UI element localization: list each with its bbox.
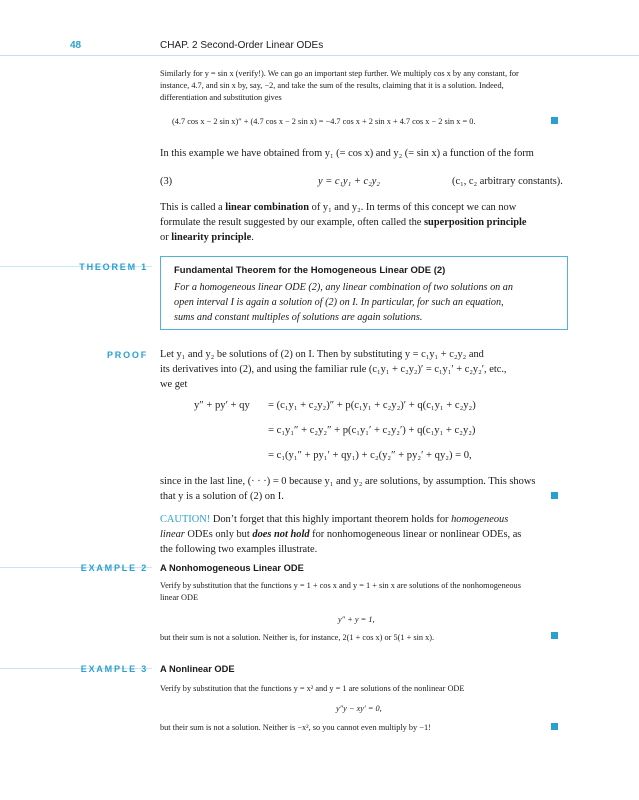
emphasis-does-not-hold: does not hold [252,529,310,540]
theorem-label: THEOREM 1 [79,262,148,272]
proof-paragraph: Let y₁ and y₂ be solutions of (2) on I. Then by substituting y = c₁y₁ + c₂y₂ and its derivatives into (2), and using the familiar rule (c₁y₁ + c₂y₂)′ = c₁y₁′ + c₂y₂′, etc., we get [160,349,507,390]
intro-line-1: Similarly for y = sin x (verify!). We can go an important step further. We multiply cos x by any constant, for [160,69,519,78]
equation-number-3: (3) [160,176,173,187]
term-linearity-principle: linearity principle [171,232,252,243]
example-3-title: A Nonlinear ODE [160,664,235,674]
example-3-text: Verify by substitution that the functions y = x² and y = 1 are solutions of the nonlinear ODE [160,684,465,693]
intro-paragraph [160,68,580,104]
page-number: 48 [70,40,82,51]
example-2-end-square [551,632,558,639]
example-2-title: A Nonhomogeneous Linear ODE [160,563,304,573]
intro-line-2: instance, 4.7, and sin x by, say, −2, and take the sum of the results, claiming that it is a solution. Indeed, [160,81,504,90]
intro-equation: (4.7 cos x − 2 sin x)″ + (4.7 cos x − 2 sin x) = −4.7 cos x + 2 sin x + 4.7 cos x − 2 sin x = 0. [172,117,476,126]
equation-3: y = c₁y₁ + c₂y₂ [318,176,380,187]
caution-paragraph: CAUTION! Don’t forget that this highly important theorem holds for homogeneous linear ODEs only but does not hold for nonhomogeneous linear or nonlinear ODEs, as the following two examples illustrate. [160,514,522,555]
proof-equation-line-1: = (c₁y₁ + c₂y₂)″ + p(c₁y₁ + c₂y₂)′ + q(c₁y₁ + c₂y₂) [268,400,476,411]
end-mark-square [551,117,558,124]
example-2-text: Verify by substitution that the functions y = 1 + cos x and y = 1 + sin x are solutions of the nonhomogeneous linear ODE [160,581,521,602]
theorem-statement: For a homogeneous linear ODE (2), any linear combination of two solutions on an open interval I is again a solution of (2) on I. In particular, for such an equation, sums and constant multiples of solutions are again solutions. [174,282,513,323]
example-3-conclusion: but their sum is not a solution. Neither is −x², so you cannot even multiply by −1! [160,723,431,732]
linear-combination-paragraph: This is called a linear combination of y₁ and y₂. In terms of this concept we can now formulate the result suggested by our example, often called the superposition principle or linearity principle. [160,202,527,243]
form-text: In this example we have obtained from y₁ (= cos x) and y₂ (= sin x) a function of the form [160,148,534,159]
example-2-conclusion: but their sum is not a solution. Neither is, for instance, 2(1 + cos x) or 5(1 + sin x). [160,633,435,642]
proof-equation-line-2: = c₁y₁″ + c₂y₂″ + p(c₁y₁′ + c₂y₂′) + q(c₁y₁ + c₂y₂) [268,425,476,436]
end-of-proof-square [551,492,558,499]
intro-line-3: differentiation and substitution gives [160,93,282,102]
term-superposition-principle: superposition principle [424,217,527,228]
proof-equation-line-3: = c₁(y₁″ + py₁′ + qy₁) + c₂(y₂″ + py₂′ + qy₂) = 0, [268,450,472,461]
term-linear-combination: linear combination [225,202,310,213]
example-2-label: EXAMPLE 2 [80,563,148,573]
header-rule [0,55,639,56]
proof-conclusion: since in the last line, (· · ·) = 0 because y₁ and y₂ are solutions, by assumption. This shows that y is a solution of (2) on I. [160,476,536,502]
proof-label: PROOF [106,350,148,360]
equation-3-constants: (c₁, c₂ arbitrary constants). [452,176,563,187]
example-3-end-square [551,723,558,730]
theorem-title: Fundamental Theorem for the Homogeneous Linear ODE (2) [174,265,446,276]
chapter-title: CHAP. 2 Second-Order Linear ODEs [160,40,324,51]
example-3-label: EXAMPLE 3 [80,664,148,674]
theorem-box [160,256,568,330]
example-3-equation: y″y − xy′ = 0, [336,704,382,713]
example-2-equation: y″ + y = 1, [338,615,375,624]
caution-label: CAUTION! [160,514,211,525]
proof-equation-lhs: y″ + py′ + qy [194,400,250,411]
